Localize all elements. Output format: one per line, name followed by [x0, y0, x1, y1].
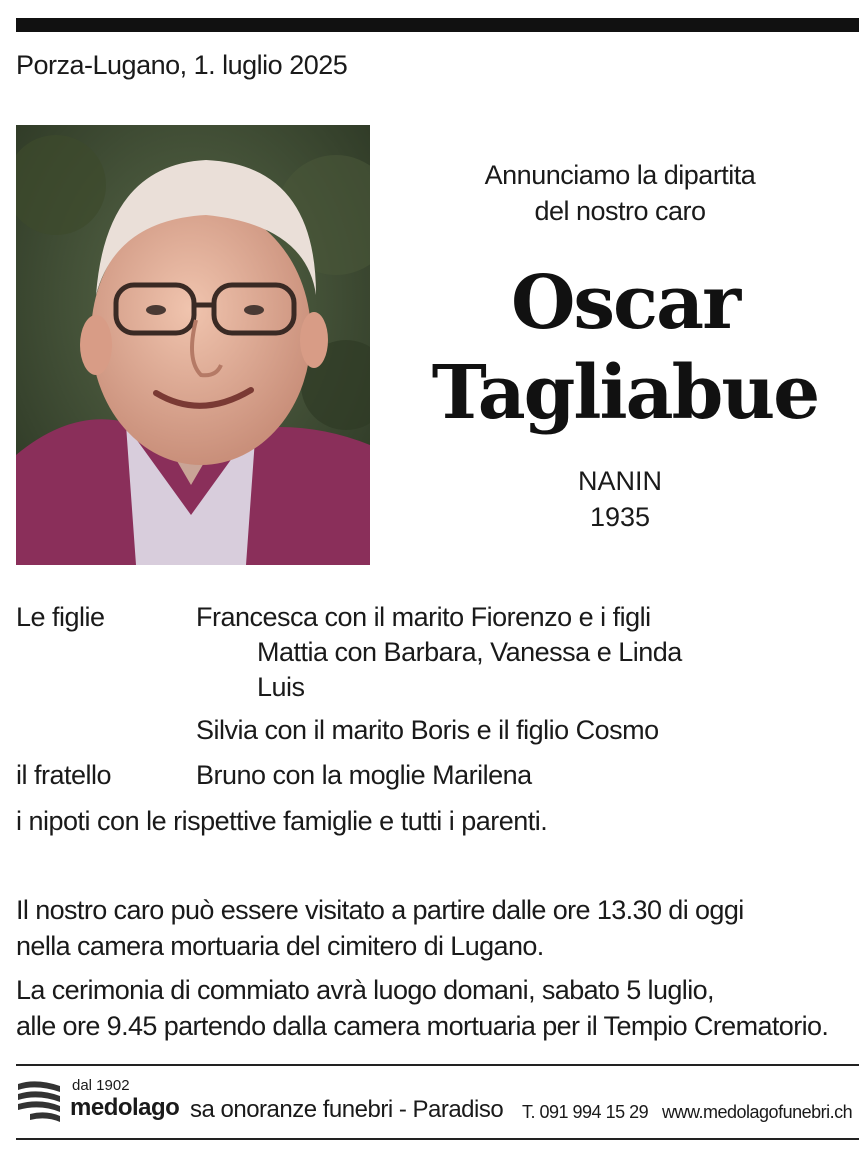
daughter-1: Francesca con il marito Fiorenzo e i figli [196, 602, 651, 632]
daughter-2: Silvia con il marito Boris e il figlio Cosmo [196, 715, 659, 745]
last-name: Tagliabue [431, 350, 819, 436]
other-relatives: i nipoti con le rispettive famiglie e tutti i parenti. [16, 806, 548, 836]
nickname-block [520, 463, 720, 535]
dateline: Porza-Lugano, 1. luglio 2025 [16, 50, 348, 80]
visit-line-1: Il nostro caro può essere visitato a partire dalle ore 13.30 di oggi [16, 895, 744, 925]
ceremony-line-2: alle ore 9.45 partendo dalla camera mortuaria per il Tempio Crematorio. [16, 1011, 829, 1041]
portrait-photo [16, 125, 370, 565]
website-link[interactable]: www.medolagofunebri.ch [662, 1102, 853, 1122]
brother-label: il fratello [16, 760, 112, 790]
intro-line-1: Annunciamo la dipartita [484, 160, 756, 190]
intro-line-2: del nostro caro [534, 196, 706, 226]
grandchildren-line-2: Luis [257, 672, 305, 702]
medolago-wave-logo-icon [16, 1078, 64, 1129]
intro-text [440, 157, 800, 229]
brand-subtitle: sa onoranze funebri - Paradiso [190, 1096, 504, 1123]
daughters-label: Le figlie [16, 602, 105, 632]
brand-name: medolago [70, 1094, 180, 1121]
deceased-name [400, 258, 850, 438]
nickname: NANIN [577, 466, 662, 496]
visit-line-2: nella camera mortuaria del cimitero di Lugano. [16, 931, 544, 961]
since-text: dal 1902 [72, 1077, 130, 1094]
birth-year: 1935 [589, 502, 651, 532]
first-name: Oscar [510, 260, 740, 346]
footer-rule-bottom [16, 1138, 859, 1140]
footer-rule-top [16, 1064, 859, 1066]
brother: Bruno con la moglie Marilena [196, 760, 532, 790]
phone-number: T. 091 994 15 29 [522, 1102, 649, 1122]
ceremony-line-1: La cerimonia di commiato avrà luogo domani, sabato 5 luglio, [16, 975, 714, 1005]
top-rule [16, 18, 859, 32]
grandchildren-line-1: Mattia con Barbara, Vanessa e Linda [257, 637, 682, 667]
